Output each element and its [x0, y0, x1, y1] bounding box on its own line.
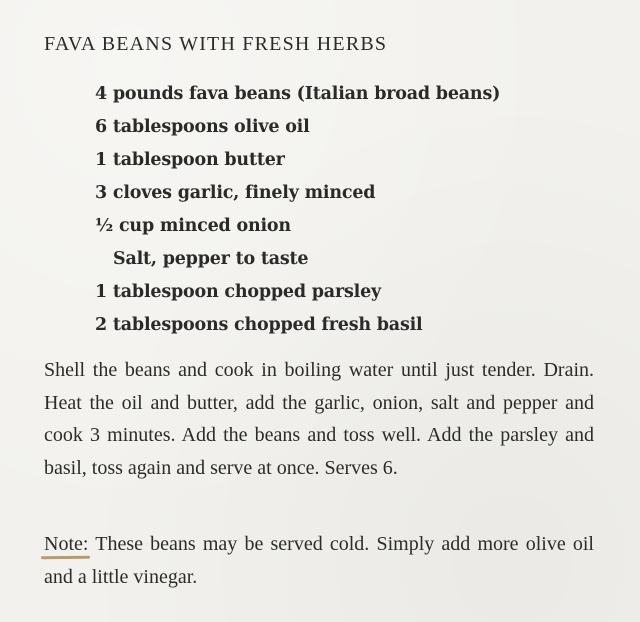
ingredient-text: cloves garlic, finely minced	[112, 183, 376, 203]
ingredient-item	[95, 243, 500, 276]
ingredient-quantity: 4	[95, 84, 107, 104]
ingredient-text: tablespoons olive oil	[112, 117, 310, 137]
ingredient-text: pounds fava beans (Italian broad beans)	[112, 84, 501, 104]
note-label-wrapper	[44, 528, 88, 561]
ingredient-quantity: 6	[95, 117, 107, 137]
ingredient-text: tablespoon butter	[112, 150, 285, 170]
ingredient-quantity: 3	[95, 183, 107, 203]
ingredient-quantity: ½	[95, 216, 114, 236]
ingredient-item	[95, 276, 500, 309]
ingredient-item	[95, 177, 500, 210]
recipe-note	[44, 528, 594, 593]
ingredient-item	[95, 210, 500, 243]
ingredient-item	[95, 111, 500, 144]
ingredient-text: tablespoons chopped fresh basil	[112, 315, 423, 335]
ingredient-quantity: 1	[95, 282, 107, 302]
ingredient-item	[95, 78, 500, 111]
ingredient-list	[95, 78, 500, 342]
recipe-directions: Shell the beans and cook in boiling water until just tender. Drain. Heat the oil and butter, add the garlic, onion, salt and pepper and cook 3 minutes. Add the beans and toss well. Add the parsley and basil, toss again and serve at once. Serves 6.	[44, 359, 594, 479]
note-label: Note:	[44, 533, 89, 555]
ingredient-quantity: 1	[95, 150, 107, 170]
ingredient-item	[95, 309, 500, 342]
handwritten-underline	[41, 555, 90, 559]
recipe-title: FAVA BEANS WITH FRESH HERBS	[44, 33, 388, 55]
note-text: These beans may be served cold. Simply add more olive oil and a little vinegar.	[44, 533, 594, 588]
ingredient-text: tablespoon chopped parsley	[112, 282, 381, 302]
ingredient-text: Salt, pepper to taste	[113, 249, 309, 269]
ingredient-item	[95, 144, 500, 177]
ingredient-quantity: 2	[95, 315, 107, 335]
ingredient-text: cup minced onion	[118, 216, 291, 236]
